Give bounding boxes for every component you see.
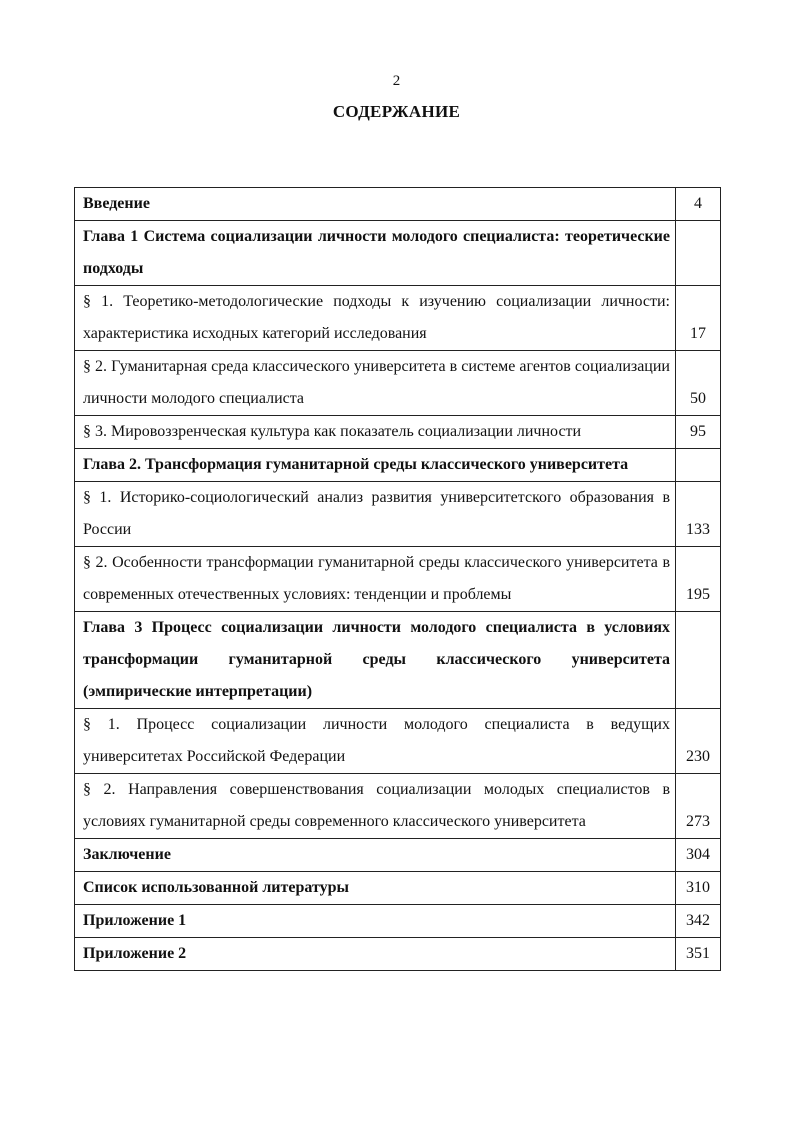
toc-entry-title: Глава 2. Трансформация гуманитарной среды классического университета — [75, 449, 676, 482]
toc-row-introduction — [75, 188, 721, 221]
toc-entry-page: 230 — [676, 709, 721, 774]
toc-entry-title: § 2. Особенности трансформации гуманитарной среды классического университета в современных отечественных условиях: тенденции и проблемы — [75, 547, 676, 612]
toc-entry-title: Заключение — [75, 839, 676, 872]
toc-entry-page — [676, 612, 721, 709]
toc-entry-title: § 1. Историко-социологический анализ развития университетского образования в России — [75, 482, 676, 547]
toc-entry-title: Приложение 2 — [75, 938, 676, 971]
toc-entry-page: 342 — [676, 905, 721, 938]
toc-entry-title: Список использованной литературы — [75, 872, 676, 905]
toc-row-chapter-1 — [75, 221, 721, 286]
toc-entry-title: Введение — [75, 188, 676, 221]
toc-entry-page: 310 — [676, 872, 721, 905]
toc-row-ch1-section-3 — [75, 416, 721, 449]
toc-row-ch1-section-2 — [75, 351, 721, 416]
toc-row-appendix-2 — [75, 938, 721, 971]
toc-row-ch3-section-1 — [75, 709, 721, 774]
toc-entry-page — [676, 221, 721, 286]
toc-row-bibliography — [75, 872, 721, 905]
toc-entry-page: 304 — [676, 839, 721, 872]
toc-entry-page: 133 — [676, 482, 721, 547]
toc-entry-page: 4 — [676, 188, 721, 221]
toc-entry-page — [676, 449, 721, 482]
toc-entry-page: 195 — [676, 547, 721, 612]
table-of-contents — [74, 187, 721, 971]
toc-entry-page: 50 — [676, 351, 721, 416]
document-title: СОДЕРЖАНИЕ — [332, 102, 461, 121]
toc-entry-page: 351 — [676, 938, 721, 971]
toc-entry-title: § 1. Процесс социализации личности молодого специалиста в ведущих университетах Российской Федерации — [75, 709, 676, 774]
toc-row-appendix-1 — [75, 905, 721, 938]
toc-row-conclusion — [75, 839, 721, 872]
toc-entry-title: § 2. Направления совершенствования социализации молодых специалистов в условиях гуманитарной среды современного классического университета — [75, 774, 676, 839]
toc-entry-page: 17 — [676, 286, 721, 351]
toc-entry-page: 95 — [676, 416, 721, 449]
toc-entry-title: § 3. Мировоззренческая культура как показатель социализации личности — [75, 416, 676, 449]
toc-row-chapter-2 — [75, 449, 721, 482]
toc-row-chapter-3 — [75, 612, 721, 709]
toc-row-ch1-section-1 — [75, 286, 721, 351]
toc-entry-page: 273 — [676, 774, 721, 839]
page-number: 2 — [392, 73, 401, 89]
toc-entry-title: § 1. Теоретико-методологические подходы к изучению социализации личности: характеристика исходных категорий исследования — [75, 286, 676, 351]
toc-row-ch2-section-1 — [75, 482, 721, 547]
toc-entry-title: Глава 1 Система социализации личности молодого специалиста: теоретические подходы — [75, 221, 676, 286]
toc-row-ch2-section-2 — [75, 547, 721, 612]
toc-row-ch3-section-2 — [75, 774, 721, 839]
toc-entry-title: Глава 3 Процесс социализации личности молодого специалиста в условиях трансформации гуманитарной среды классического университета (эмпирические интерпретации) — [75, 612, 676, 709]
toc-entry-title: § 2. Гуманитарная среда классического университета в системе агентов социализации личности молодого специалиста — [75, 351, 676, 416]
toc-entry-title: Приложение 1 — [75, 905, 676, 938]
